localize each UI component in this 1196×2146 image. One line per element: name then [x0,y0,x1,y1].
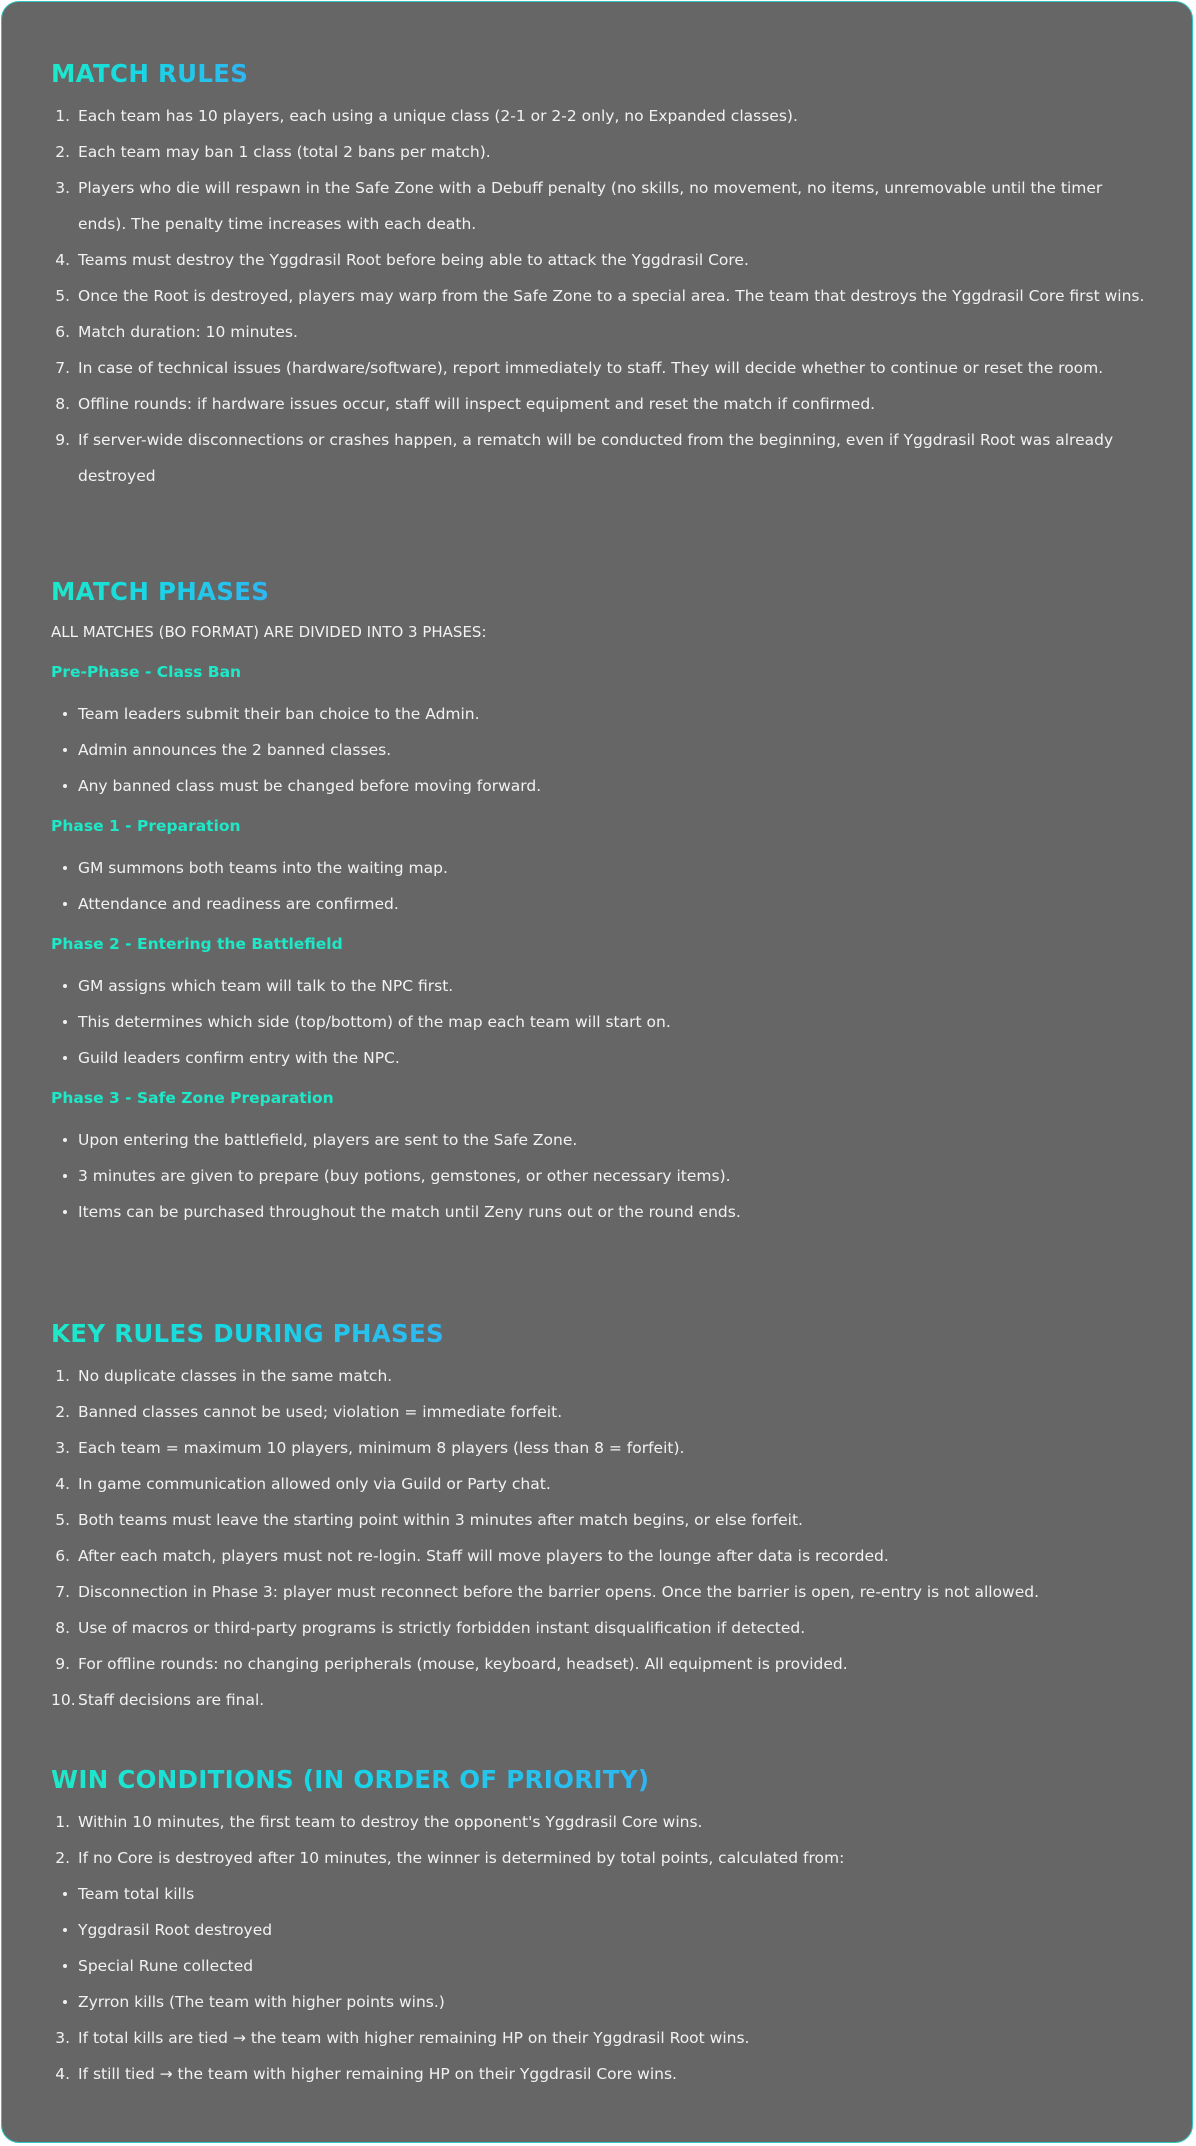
list-item: 2. Each team may ban 1 class (total 2 bans per match). [55,143,491,161]
list-item: Yggdrasil Root destroyed [51,1912,1151,1948]
list-item: 3. Each team = maximum 10 players, minimum 8 players (less than 8 = forfeit). [55,1439,685,1457]
list-item: 5. Both teams must leave the starting point within 3 minutes after match begins, or else forfeit. [55,1511,803,1529]
phase-title: Phase 1 - Preparation [51,817,241,835]
list-item: Zyrron kills (The team with higher points wins.) [51,1984,1151,2020]
phase-title: Pre-Phase - Class Ban [51,663,242,681]
list-item: 5. Once the Root is destroyed, players may warp from the Safe Zone to a special area. The team that destroys the Yggdrasil Core first wins. [55,287,1145,305]
list-item: 4. In game communication allowed only via Guild or Party chat. [55,1475,551,1493]
list-item: Items can be purchased throughout the match until Zeny runs out or the round ends. [51,1194,1151,1230]
phase-title: Phase 3 - Safe Zone Preparation [51,1089,334,1107]
list-item: 4. Teams must destroy the Yggdrasil Root before being able to attack the Yggdrasil Core. [55,251,749,269]
list-item: 8. Use of macros or third-party programs is strictly forbidden instant disqualification if detected. [55,1619,806,1637]
phases-intro: ALL MATCHES (BO FORMAT) ARE DIVIDED INTO 3 PHASES: [51,623,487,641]
rules-card [1,1,1193,2143]
list-item: Special Rune collected [51,1948,1151,1984]
list-item: Team total kills [51,1876,1151,1912]
list-item: 8. Offline rounds: if hardware issues occur, staff will inspect equipment and reset the match if confirmed. [55,395,876,413]
match-rules-section [51,54,1151,494]
list-item: 7. Disconnection in Phase 3: player must reconnect before the barrier opens. Once the barrier is open, re-entry is not allowed. [55,1583,1040,1601]
list-item: 2. Banned classes cannot be used; violation = immediate forfeit. [55,1403,563,1421]
list-item: 6. Match duration: 10 minutes. [55,323,298,341]
list-item: Upon entering the battlefield, players are sent to the Safe Zone. [51,1122,1151,1158]
list-item: 1. Each team has 10 players, each using a unique class (2-1 or 2-2 only, no Expanded classes). [55,107,798,125]
win-conditions-section [51,1760,1151,2092]
list-item: This determines which side (top/bottom) of the map each team will start on. [51,1004,1151,1040]
list-item: 10. Staff decisions are final. [51,1691,265,1709]
list-item: Team leaders submit their ban choice to the Admin. [51,696,1151,732]
list-item: 3. Players who die will respawn in the Safe Zone with a Debuff penalty (no skills, no movement, no items, unremovable until the timer ends). The penalty time increases with each death. [55,179,1103,233]
win-conditions-list [51,1804,1151,2092]
list-item: 9. If server-wide disconnections or crashes happen, a rematch will be conducted from the beginning, even if Yggdrasil Root was already destroyed [55,431,1114,485]
phase-list [51,968,1151,1076]
list-item: 9. For offline rounds: no changing peripherals (mouse, keyboard, headset). All equipment is provided. [55,1655,848,1673]
list-item: 3 minutes are given to prepare (buy potions, gemstones, or other necessary items). [51,1158,1151,1194]
list-item: GM summons both teams into the waiting map. [51,850,1151,886]
list-item: Attendance and readiness are confirmed. [51,886,1151,922]
match-rules-list [51,98,1151,494]
list-item: 1. Within 10 minutes, the first team to destroy the opponent's Yggdrasil Core wins. [55,1813,703,1831]
list-item: Any banned class must be changed before moving forward. [51,768,1151,804]
win-conditions-heading: WIN CONDITIONS (IN ORDER OF PRIORITY) [51,1760,649,1800]
key-rules-list [51,1358,1151,1718]
phase-list [51,1122,1151,1230]
list-item: Guild leaders confirm entry with the NPC. [51,1040,1151,1076]
phase-list [51,696,1151,804]
match-phases-heading: MATCH PHASES [51,572,269,612]
phase-list [51,850,1151,922]
list-item: 2. If no Core is destroyed after 10 minutes, the winner is determined by total points, calculated from: [55,1849,845,1867]
list-item: GM assigns which team will talk to the NPC first. [51,968,1151,1004]
phase-title: Phase 2 - Entering the Battlefield [51,935,343,953]
match-rules-heading: MATCH RULES [51,54,248,94]
list-item: 4. If still tied → the team with higher remaining HP on their Yggdrasil Core wins. [55,2065,677,2083]
list-item: 1. No duplicate classes in the same match. [55,1367,393,1385]
key-rules-section [51,1314,1151,1718]
list-item: 7. In case of technical issues (hardware/software), report immediately to staff. They will decide whether to continue or reset the room. [55,359,1104,377]
key-rules-heading: KEY RULES DURING PHASES [51,1314,444,1354]
list-item: 3. If total kills are tied → the team with higher remaining HP on their Yggdrasil Root wins. [55,2029,750,2047]
list-item: 6. After each match, players must not re-login. Staff will move players to the lounge after data is recorded. [55,1547,889,1565]
list-item: Admin announces the 2 banned classes. [51,732,1151,768]
match-phases-section [51,572,1151,1230]
